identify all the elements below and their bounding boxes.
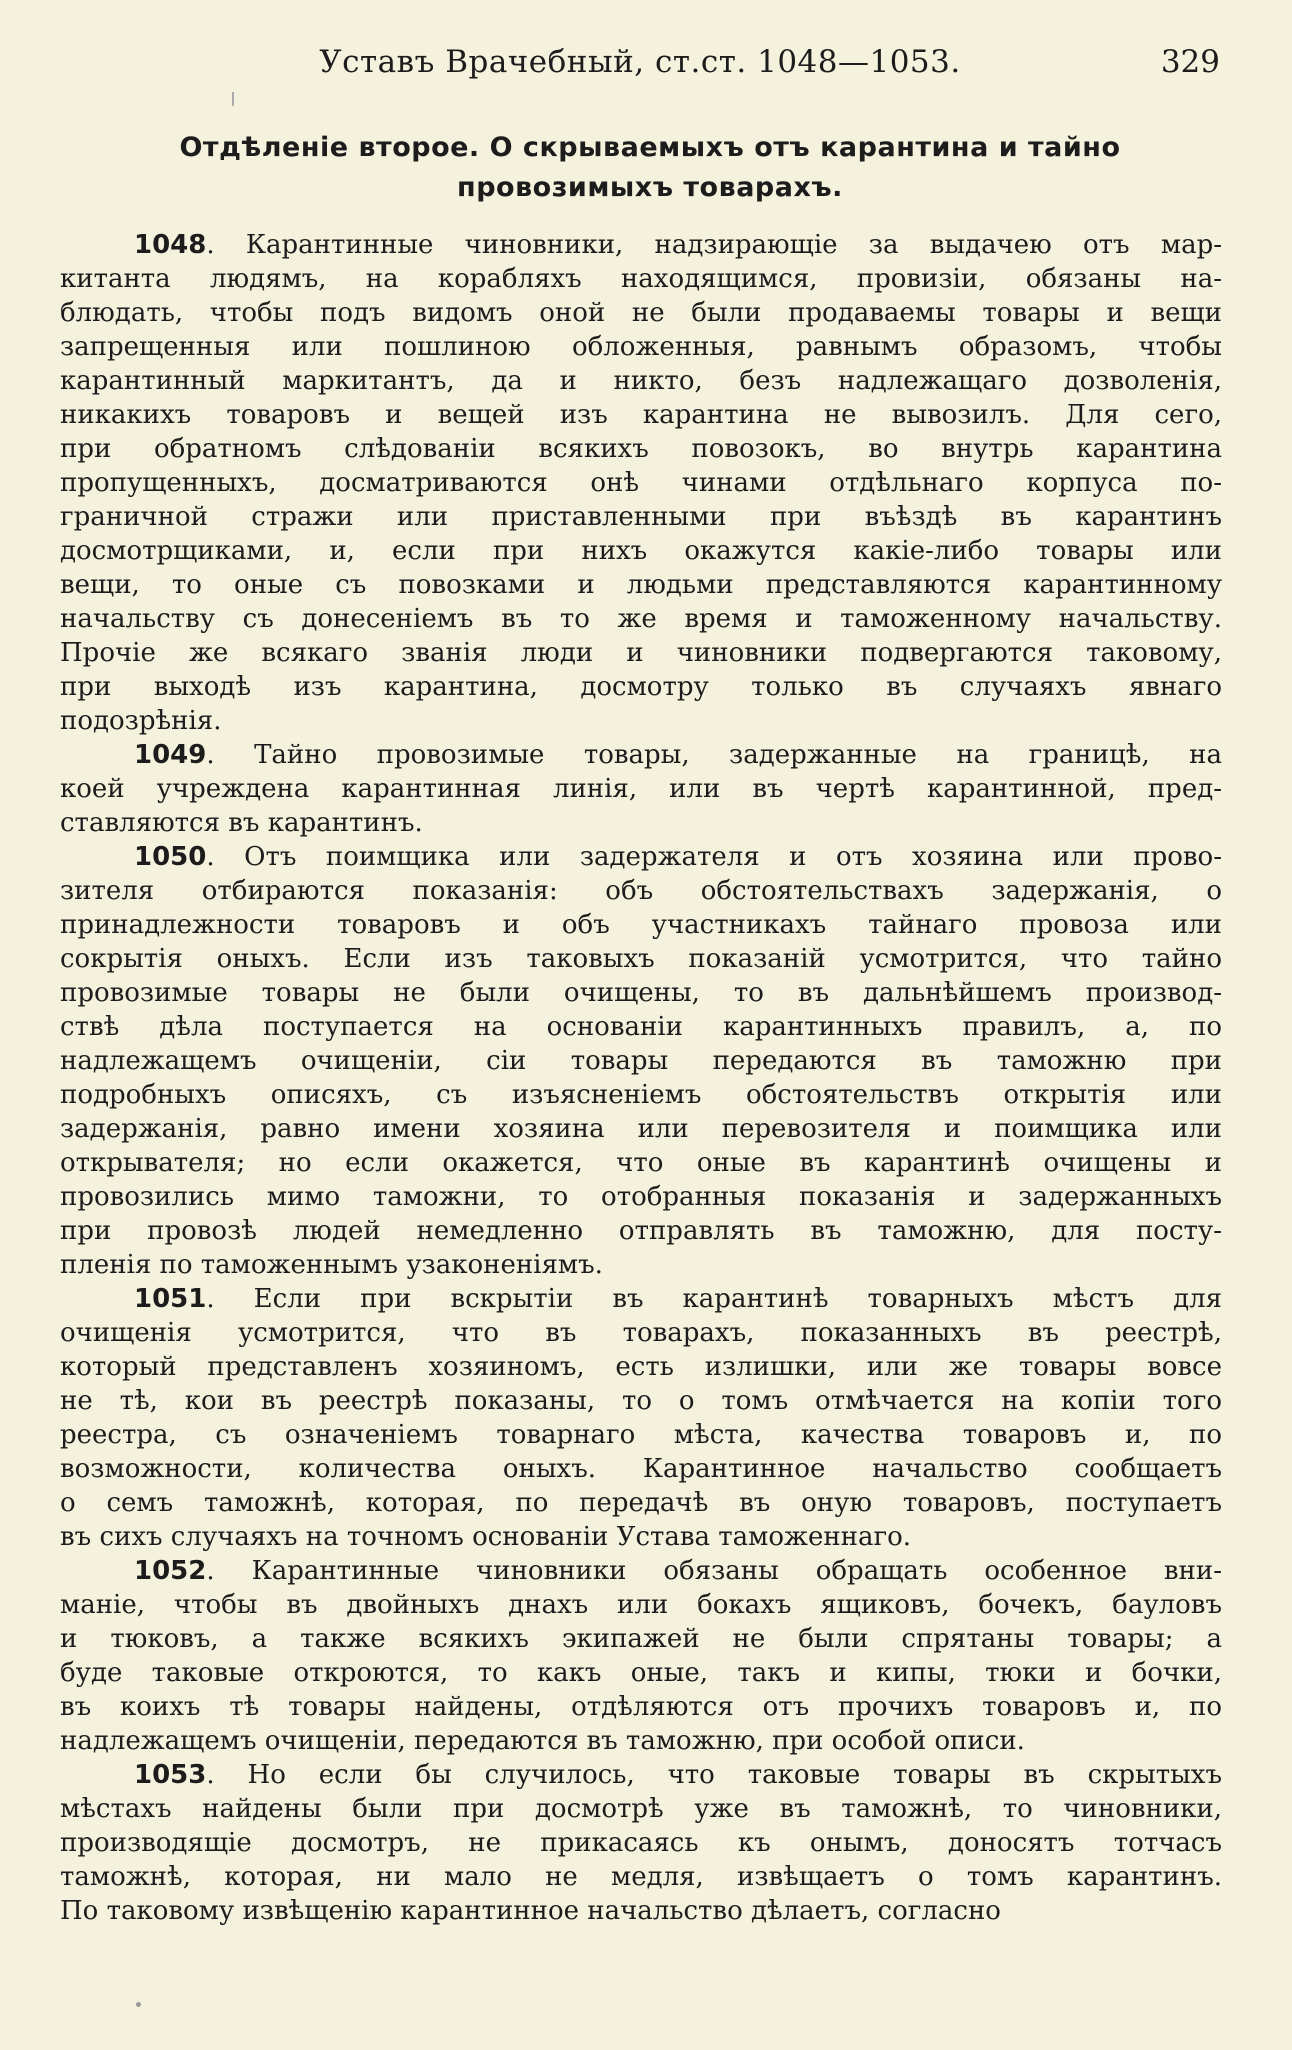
article-text: при выходѣ изъ карантина, досмотру только въ случаяхъ явнаго	[60, 672, 1222, 702]
text-line	[60, 1622, 1222, 1656]
article-number: 1050	[134, 842, 207, 872]
article-text: при провозѣ людей немедленно отправлять въ таможню, для посту-	[60, 1216, 1222, 1246]
text-line	[60, 398, 1222, 432]
article-text: въ коихъ тѣ товары найдены, отдѣляются отъ прочихъ товаровъ и, по	[60, 1692, 1222, 1722]
text-line	[60, 1826, 1222, 1860]
text-line	[60, 1690, 1222, 1724]
text-line	[60, 1010, 1222, 1044]
article-text: мѣстахъ найдены были при досмотрѣ уже въ таможнѣ, то чиновники,	[60, 1794, 1222, 1824]
text-line	[60, 1078, 1222, 1112]
text-line	[60, 874, 1222, 908]
article-text: вещи, то оные съ повозками и людьми представляются карантинному	[60, 570, 1222, 600]
article-text: подробныхъ описяхъ, съ изъясненіемъ обстоятельствъ открытія или	[60, 1080, 1222, 1110]
section-heading-line: провозимыхъ товарахъ.	[457, 172, 843, 203]
text-line	[60, 1112, 1222, 1146]
article-text: китанта людямъ, на корабляхъ находящимся, провизіи, обязаны на-	[60, 264, 1222, 294]
article-text: о семъ таможнѣ, которая, по передачѣ въ оную товаровъ, поступаетъ	[60, 1488, 1222, 1518]
article-text: коей учреждена карантинная линія, или въ чертѣ карантинной, пред-	[60, 774, 1222, 804]
text-line	[60, 908, 1222, 942]
text-line	[60, 1894, 1222, 1928]
article-text: надлежащемъ очищеніи, сіи товары передаются въ таможню при	[60, 1046, 1222, 1076]
text-line	[60, 772, 1222, 806]
article-text: Прочіе же всякаго званія люди и чиновники подвергаются таковому,	[60, 638, 1222, 668]
text-line	[60, 466, 1222, 500]
article-text: не тѣ, кои въ реестрѣ показаны, то о томъ отмѣчается на копіи того	[60, 1386, 1222, 1416]
article-text: ствѣ дѣла поступается на основаніи карантинныхъ правилъ, а, по	[60, 1012, 1222, 1042]
text-line	[60, 1520, 1222, 1554]
article-text: и тюковъ, а также всякихъ экипажей не были спрятаны товары; а	[60, 1624, 1222, 1654]
article-1050	[60, 840, 1222, 1282]
text-line	[60, 1146, 1222, 1180]
article-1049	[60, 738, 1222, 840]
article-text: таможнѣ, которая, ни мало не медля, извѣщаетъ о томъ карантинъ.	[60, 1862, 1222, 1892]
article-text: . Но если бы случилось, что таковые товары въ скрытыхъ	[206, 1760, 1222, 1790]
article-text: досмотрщиками, и, если при нихъ окажутся какіе-либо товары или	[60, 536, 1222, 566]
text-line	[60, 1418, 1222, 1452]
article-text: подозрѣнія.	[60, 706, 222, 736]
article-text: граничной стражи или приставленными при въѣздѣ въ карантинъ	[60, 502, 1222, 532]
article-text: По таковому извѣщенію карантинное начальство дѣлаетъ, согласно	[60, 1896, 1001, 1926]
article-text: зителя отбираются показанія: объ обстоятельствахъ задержанія, о	[60, 876, 1222, 906]
article-text: открывателя; но если окажется, что оные въ карантинѣ очищены и	[60, 1148, 1222, 1178]
article-text: сокрытія оныхъ. Если изъ таковыхъ показаній усмотрится, что тайно	[60, 944, 1222, 974]
section-heading-line: Отдѣленіе второе. О скрываемыхъ отъ карантина и тайно	[179, 132, 1121, 163]
article-text: маніе, чтобы въ двойныхъ днахъ или бокахъ ящиковъ, бочекъ, бауловъ	[60, 1590, 1222, 1620]
text-line	[60, 534, 1222, 568]
article-text: задержанія, равно имени хозяина или перевозителя и поимщика или	[60, 1114, 1222, 1144]
text-line	[60, 228, 1222, 262]
article-number: 1052	[134, 1556, 207, 1586]
article-number: 1048	[134, 230, 207, 260]
article-text: реестра, съ означеніемъ товарнаго мѣста, качества товаровъ и, по	[60, 1420, 1222, 1450]
article-text: запрещенныя или пошлиною обложенныя, равнымъ образомъ, чтобы	[60, 332, 1222, 362]
article-text: провозились мимо таможни, то отобранныя показанія и задержанныхъ	[60, 1182, 1222, 1212]
text-line	[60, 704, 1222, 738]
text-line	[60, 1180, 1222, 1214]
print-speck	[136, 2002, 141, 2007]
text-line	[60, 602, 1222, 636]
article-1051	[60, 1282, 1222, 1554]
article-text: очищенія усмотрится, что въ товарахъ, показанныхъ въ реестрѣ,	[60, 1318, 1222, 1348]
article-text: блюдать, чтобы подъ видомъ оной не были продаваемы товары и вещи	[60, 298, 1222, 328]
article-text: надлежащемъ очищеніи, передаются въ таможню, при особой описи.	[60, 1726, 1025, 1756]
text-line	[60, 1486, 1222, 1520]
article-text: принадлежности товаровъ и объ участникахъ тайнаго провоза или	[60, 910, 1222, 940]
article-number: 1049	[134, 740, 207, 770]
text-line	[60, 1724, 1222, 1758]
article-number: 1053	[134, 1760, 207, 1790]
article-1052	[60, 1554, 1222, 1758]
text-line	[60, 1214, 1222, 1248]
text-line	[60, 806, 1222, 840]
article-1053	[60, 1758, 1222, 1928]
text-line	[60, 500, 1222, 534]
text-line	[60, 1588, 1222, 1622]
article-text: . Отъ поимщика или задержателя и отъ хозяина или прово-	[206, 842, 1222, 872]
text-line	[60, 636, 1222, 670]
text-line	[60, 262, 1222, 296]
article-text: . Карантинные чиновники, надзирающіе за выдачею отъ мар-	[206, 230, 1222, 260]
text-line	[60, 840, 1222, 874]
running-title: Уставъ Врачебный, ст.ст. 1048—1053.	[319, 44, 961, 80]
page-number: 329	[1160, 44, 1220, 80]
body-text	[60, 228, 1222, 1928]
article-text: при обратномъ слѣдованіи всякихъ повозокъ, во внутрь карантина	[60, 434, 1222, 464]
article-text: пропущенныхъ, досматриваются онѣ чинами отдѣльнаго корпуса по-	[60, 468, 1222, 498]
text-line	[60, 1656, 1222, 1690]
print-mark	[232, 92, 234, 106]
article-text: который представленъ хозяиномъ, есть излишки, или же товары вовсе	[60, 1352, 1222, 1382]
article-text: начальству съ донесеніемъ въ то же время и таможенному начальству.	[60, 604, 1222, 634]
article-text: производящіе досмотръ, не прикасаясь къ онымъ, доносятъ тотчасъ	[60, 1828, 1222, 1858]
article-text: . Если при вскрытіи въ карантинѣ товарныхъ мѣстъ для	[206, 1284, 1222, 1314]
text-line	[60, 1044, 1222, 1078]
article-text: въ сихъ случаяхъ на точномъ основаніи Устава таможеннаго.	[60, 1522, 912, 1552]
article-1048	[60, 228, 1222, 738]
section-heading	[70, 128, 1230, 208]
text-line	[60, 738, 1222, 772]
article-text: карантинный маркитантъ, да и никто, безъ надлежащаго дозволенія,	[60, 366, 1222, 396]
text-line	[60, 1792, 1222, 1826]
text-line	[60, 1282, 1222, 1316]
text-line	[60, 976, 1222, 1010]
text-line	[60, 1384, 1222, 1418]
text-line	[60, 1248, 1222, 1282]
text-line	[60, 1350, 1222, 1384]
running-head	[60, 44, 1220, 94]
text-line	[60, 330, 1222, 364]
text-line	[60, 364, 1222, 398]
article-text: никакихъ товаровъ и вещей изъ карантина не вывозилъ. Для сего,	[60, 400, 1222, 430]
text-line	[60, 296, 1222, 330]
text-line	[60, 568, 1222, 602]
article-text: . Тайно провозимые товары, задержанные на границѣ, на	[206, 740, 1222, 770]
article-number: 1051	[134, 1284, 207, 1314]
text-line	[60, 1452, 1222, 1486]
text-line	[60, 1758, 1222, 1792]
text-line	[60, 432, 1222, 466]
text-line	[60, 1860, 1222, 1894]
article-text: . Карантинные чиновники обязаны обращать особенное вни-	[206, 1556, 1222, 1586]
article-text: ставляются въ карантинъ.	[60, 808, 423, 838]
article-text: буде таковые откроются, то какъ оные, такъ и кипы, тюки и бочки,	[60, 1658, 1222, 1688]
text-line	[60, 942, 1222, 976]
text-line	[60, 1554, 1222, 1588]
article-text: провозимые товары не были очищены, то въ дальнѣйшемъ производ-	[60, 978, 1222, 1008]
article-text: пленія по таможеннымъ узаконеніямъ.	[60, 1250, 603, 1280]
text-line	[60, 670, 1222, 704]
text-line	[60, 1316, 1222, 1350]
article-text: возможности, количества оныхъ. Карантинное начальство сообщаетъ	[60, 1454, 1222, 1484]
